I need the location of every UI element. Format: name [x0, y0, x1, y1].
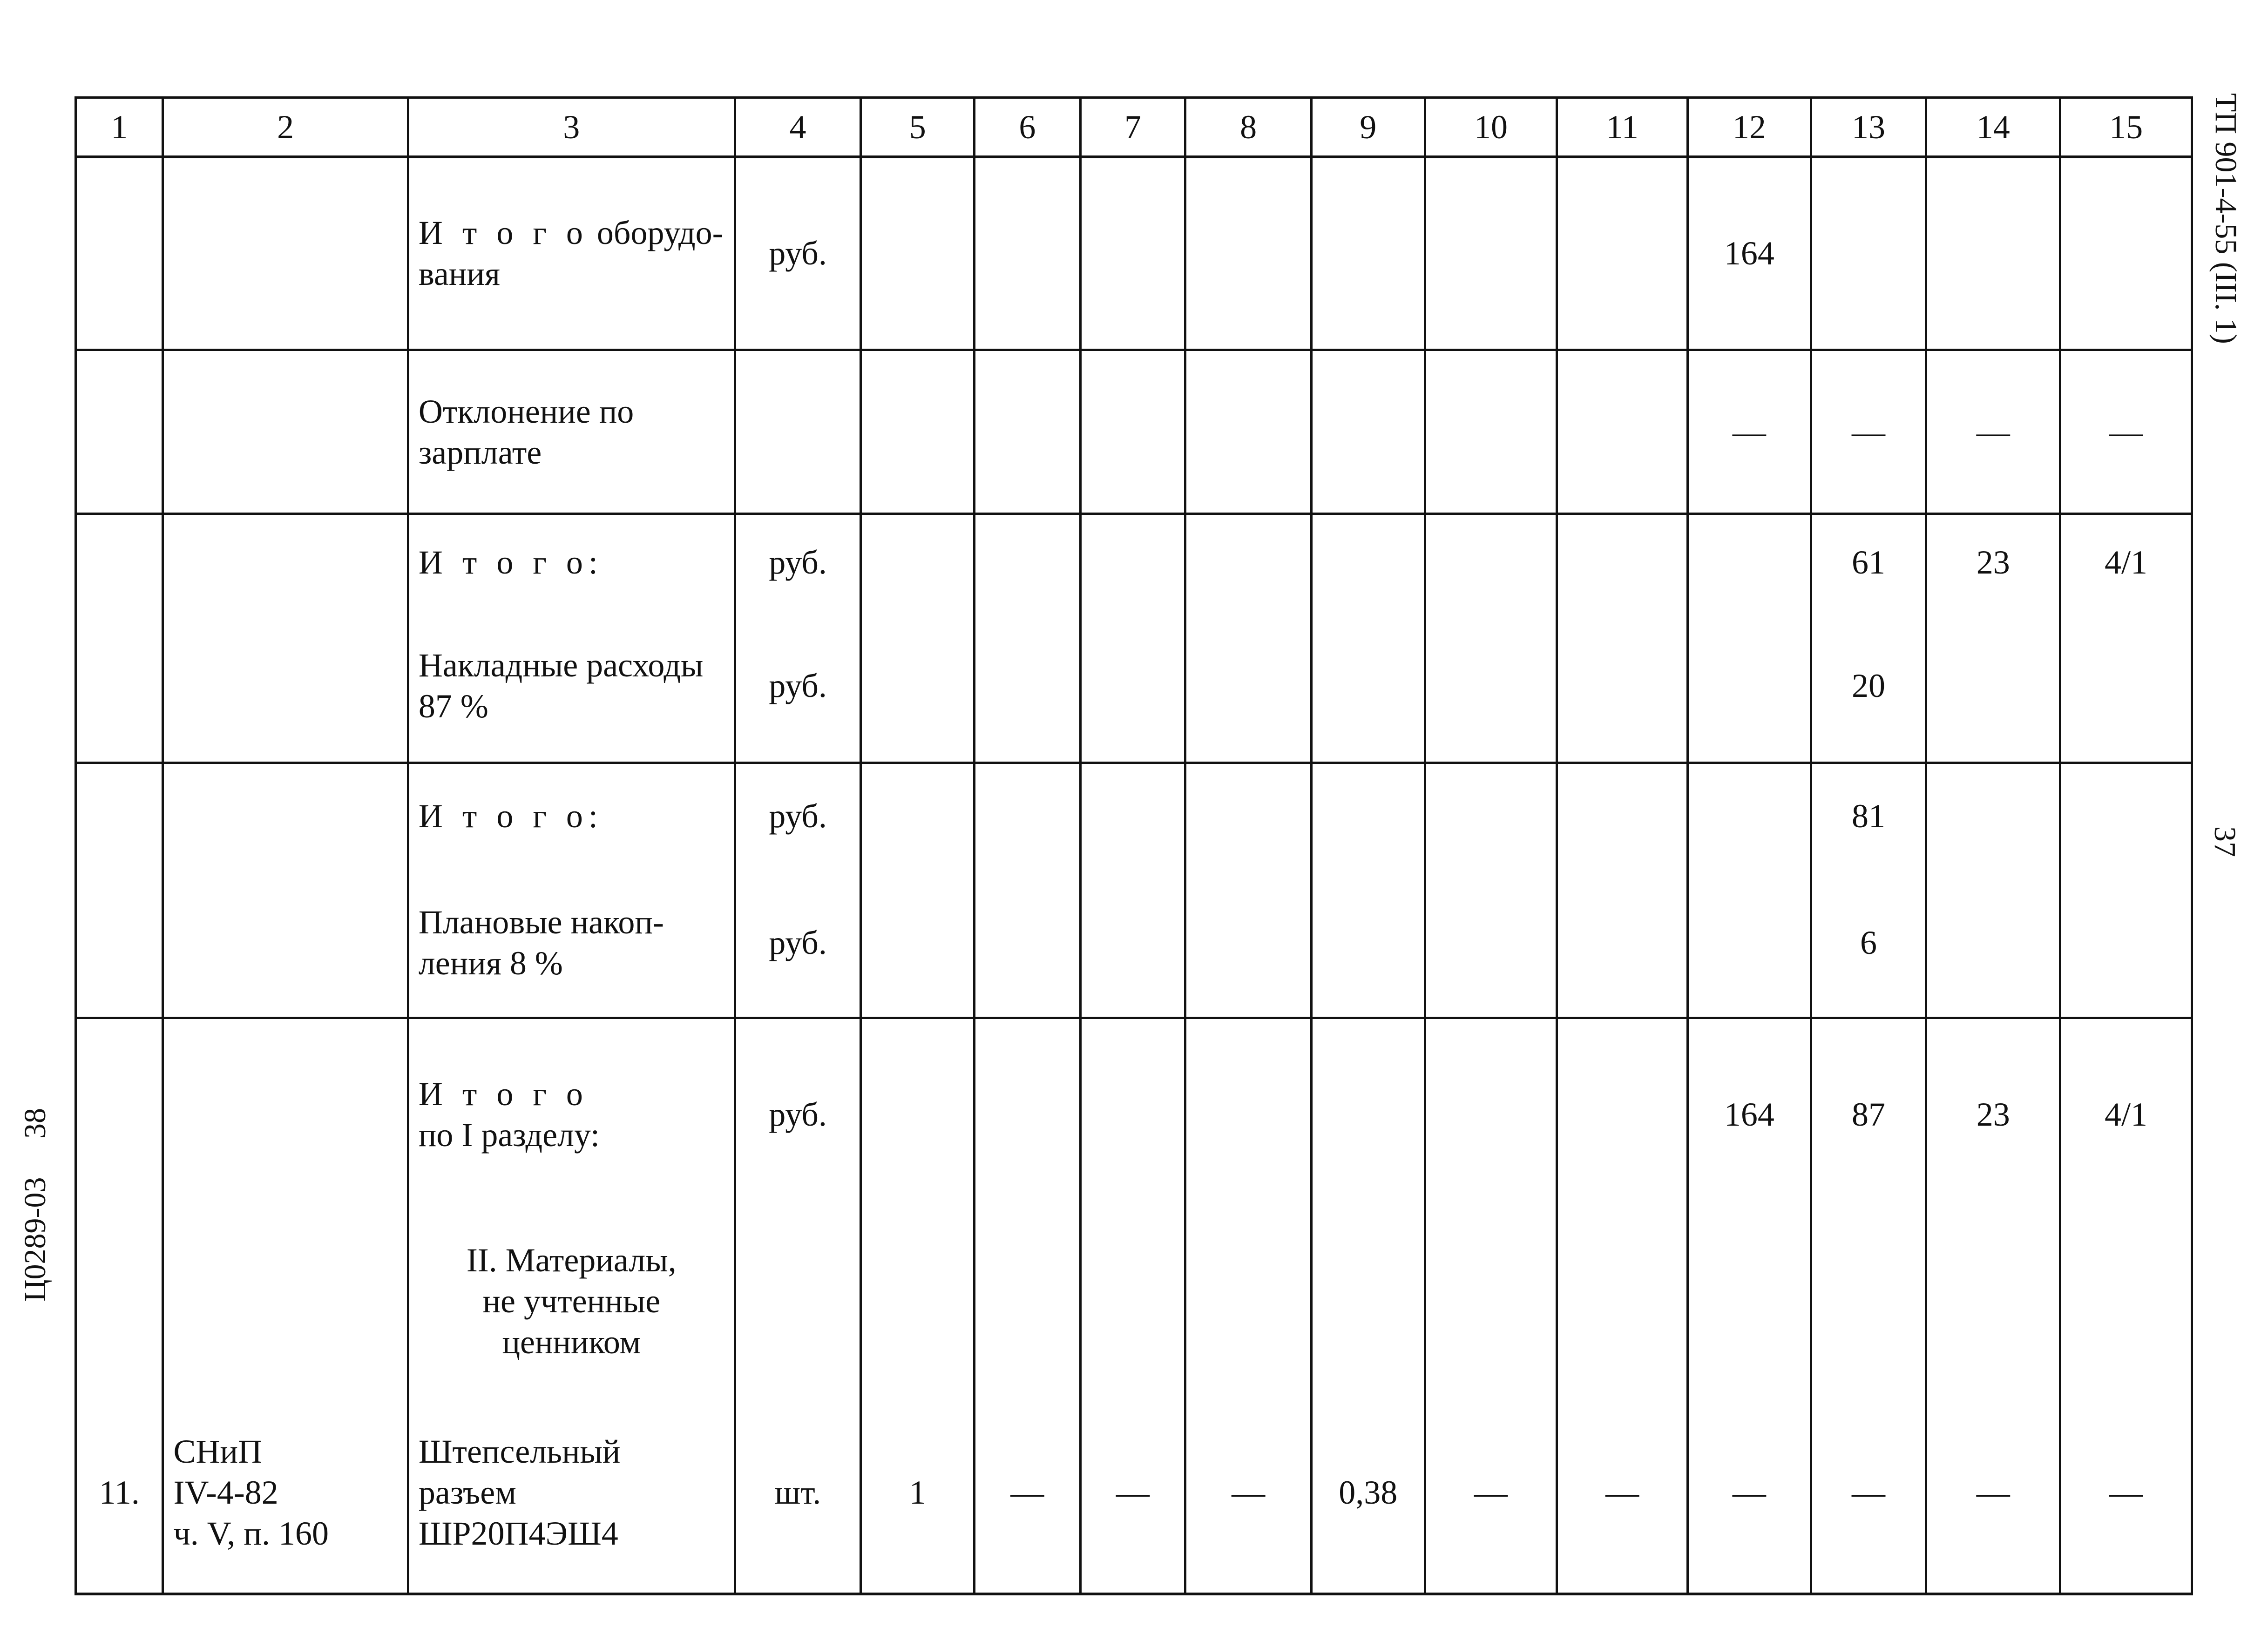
unit-cell: руб.: [735, 1018, 861, 1210]
equipment-total-label: [408, 157, 735, 350]
document-code-left: [18, 1108, 53, 1302]
dash-cell: —: [1688, 1392, 1811, 1594]
col-header-7: 7: [1080, 98, 1185, 157]
section1-total-label: И т о г о по I разделу:: [408, 1018, 735, 1210]
dash-cell: —: [1080, 1392, 1185, 1594]
cell-num: [76, 157, 163, 350]
unit-cell: шт.: [735, 1392, 861, 1594]
planned-savings-label: Плановые накоп-ления 8 %: [408, 868, 735, 1018]
estimate-table: [74, 96, 2193, 1595]
itogo-word: И т о г о: [418, 214, 589, 252]
col-header-10: 10: [1425, 98, 1557, 157]
overhead-row: [76, 610, 2192, 763]
value-cell: 61: [1811, 514, 1926, 610]
dash-cell: —: [1425, 1392, 1557, 1594]
value-cell: 87: [1811, 1018, 1926, 1210]
value-cell: 6: [1811, 868, 1926, 1018]
unit-cell: руб.: [735, 868, 861, 1018]
unit-cell: руб.: [735, 514, 861, 610]
col-header-11: 11: [1557, 98, 1688, 157]
dash-cell: —: [1811, 1392, 1926, 1594]
dash-cell: —: [1688, 350, 1811, 514]
col-header-5: 5: [861, 98, 975, 157]
dash-cell: —: [975, 1392, 1081, 1594]
value-cell: 23: [1926, 514, 2060, 610]
col-header-2: 2: [163, 98, 408, 157]
col-header-4: 4: [735, 98, 861, 157]
equipment-total-row: [76, 157, 2192, 350]
value-cell: 23: [1926, 1018, 2060, 1210]
col-header-1: 1: [76, 98, 163, 157]
col-header-14: 14: [1926, 98, 2060, 157]
section2-caption-row: [76, 1210, 2192, 1392]
dash-cell: —: [1926, 1392, 2060, 1594]
salary-deviation-label: Отклонение по зарплате: [408, 350, 735, 514]
item-name: Штепсельный разъем ШР20П4ЭШ4: [408, 1392, 735, 1594]
dash-cell: —: [2060, 350, 2192, 514]
value-cell: 81: [1811, 763, 1926, 868]
document-code-right: ТП 901-4-55 (III. 1): [2209, 93, 2243, 344]
value-cell: 0,38: [1311, 1392, 1425, 1594]
subtotal-label: И т о г о:: [408, 763, 735, 868]
equipment-cost-cell: 164: [1688, 157, 1811, 350]
item-number: 11.: [76, 1392, 163, 1594]
section1-total-row: [76, 1018, 2192, 1210]
page-number-right: 37: [2208, 826, 2242, 857]
cell-code: [163, 157, 408, 350]
subtotal-label: И т о г о:: [408, 514, 735, 610]
dash-cell: —: [1926, 350, 2060, 514]
value-cell: 20: [1811, 610, 1926, 763]
col-header-8: 8: [1185, 98, 1312, 157]
header-row: [76, 98, 2192, 157]
unit-cell: руб.: [735, 157, 861, 350]
col-header-6: 6: [975, 98, 1081, 157]
dash-cell: —: [1811, 350, 1926, 514]
section2-caption: II. Материалы, не учтенные ценником: [408, 1210, 735, 1392]
dash-cell: —: [2060, 1392, 2192, 1594]
value-cell: 164: [1688, 1018, 1811, 1210]
unit-cell: руб.: [735, 763, 861, 868]
value-cell: 4/1: [2060, 1018, 2192, 1210]
item-code: СНиП IV-4-82 ч. V, п. 160: [163, 1392, 408, 1594]
page-number-left: 38: [18, 1108, 52, 1139]
col-header-9: 9: [1311, 98, 1425, 157]
col-header-13: 13: [1811, 98, 1926, 157]
unit-cell: руб.: [735, 610, 861, 763]
subtotal-row-1: [76, 514, 2192, 610]
dash-cell: —: [1557, 1392, 1688, 1594]
dash-cell: —: [1185, 1392, 1312, 1594]
quantity-cell: 1: [861, 1392, 975, 1594]
col-header-15: 15: [2060, 98, 2192, 157]
item-row-11: [76, 1392, 2192, 1594]
col-header-3: 3: [408, 98, 735, 157]
col-header-12: 12: [1688, 98, 1811, 157]
equipment-word: оборудо-вания: [418, 214, 724, 293]
salary-deviation-row: [76, 350, 2192, 514]
overhead-label: Накладные расходы 87 %: [408, 610, 735, 763]
subtotal-row-2: [76, 763, 2192, 868]
left-code: Ц0289-03: [18, 1177, 52, 1302]
value-cell: 4/1: [2060, 514, 2192, 610]
planned-savings-row: [76, 868, 2192, 1018]
